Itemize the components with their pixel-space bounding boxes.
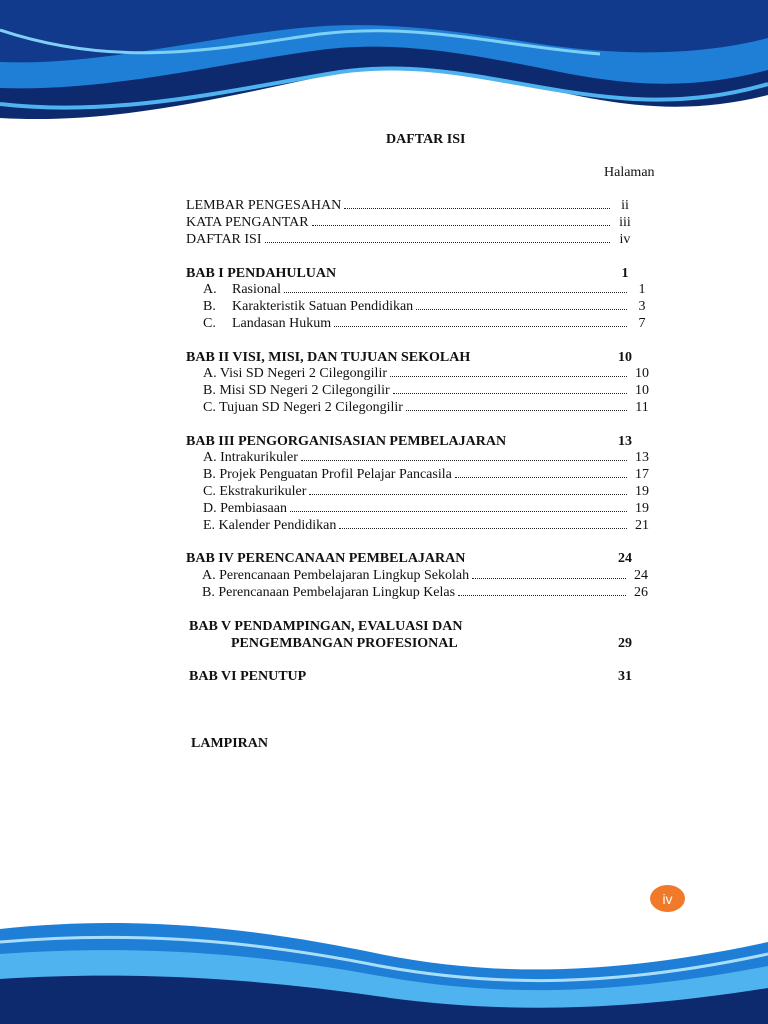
toc-chapter-bab-2[interactable]: BAB II VISI, MISI, DAN TUJUAN SEKOLAH 10	[186, 350, 632, 365]
toc-chapter-bab-5-line2[interactable]: PENGEMBANGAN PROFESIONAL 29	[231, 636, 632, 651]
toc-entry-projek-p5[interactable]: B. Projek Penguatan Profil Pelajar Pancasila 17	[203, 467, 649, 482]
toc-entry-tujuan[interactable]: C. Tujuan SD Negeri 2 Cilegongilir 11	[203, 400, 649, 415]
toc-entry-karakteristik[interactable]: B. Karakteristik Satuan Pendidikan 3	[203, 299, 646, 314]
toc-entry-misi[interactable]: B. Misi SD Negeri 2 Cilegongilir 10	[203, 383, 649, 398]
toc-lampiran[interactable]: LAMPIRAN	[191, 736, 268, 751]
toc-entry-ekstrakurikuler[interactable]: C. Ekstrakurikuler 19	[203, 484, 649, 499]
toc-entry-perencanaan-kelas[interactable]: B. Perencanaan Pembelajaran Lingkup Kelas 26	[202, 585, 648, 600]
toc-chapter-bab-3[interactable]: BAB III PENGORGANISASIAN PEMBELAJARAN 13	[186, 434, 632, 449]
toc-entry-intrakurikuler[interactable]: A. Intrakurikuler 13	[203, 450, 649, 465]
toc-entry-landasan-hukum[interactable]: C. Landasan Hukum 7	[203, 316, 646, 331]
toc-entry-pembiasaan[interactable]: D. Pembiasaan 19	[203, 501, 649, 516]
toc-chapter-bab-1[interactable]: BAB I PENDAHULUAN 1	[186, 266, 629, 281]
toc-chapter-bab-6[interactable]: BAB VI PENUTUP 31	[189, 669, 632, 684]
page-title: DAFTAR ISI	[386, 132, 466, 147]
toc-entry-visi[interactable]: A. Visi SD Negeri 2 Cilegongilir 10	[203, 366, 649, 381]
toc-entry-lembar-pengesahan[interactable]: LEMBAR PENGESAHAN ii	[186, 198, 629, 213]
toc-chapter-bab-5-line1[interactable]: BAB V PENDAMPINGAN, EVALUASI DAN	[189, 619, 463, 634]
top-wave-decoration	[0, 0, 768, 150]
toc-chapter-bab-4[interactable]: BAB IV PERENCANAAN PEMBELAJARAN 24	[186, 551, 632, 566]
toc-entry-kalender[interactable]: E. Kalender Pendidikan 21	[203, 518, 649, 533]
toc-entry-perencanaan-sekolah[interactable]: A. Perencanaan Pembelajaran Lingkup Sekolah 24	[202, 568, 648, 583]
page-number-badge: iv	[650, 885, 685, 912]
toc-entry-kata-pengantar[interactable]: KATA PENGANTAR iii	[186, 215, 631, 230]
toc-entry-rasional[interactable]: A. Rasional 1	[203, 282, 646, 297]
halaman-label: Halaman	[604, 165, 655, 180]
toc-entry-daftar-isi[interactable]: DAFTAR ISI iv	[186, 232, 631, 247]
